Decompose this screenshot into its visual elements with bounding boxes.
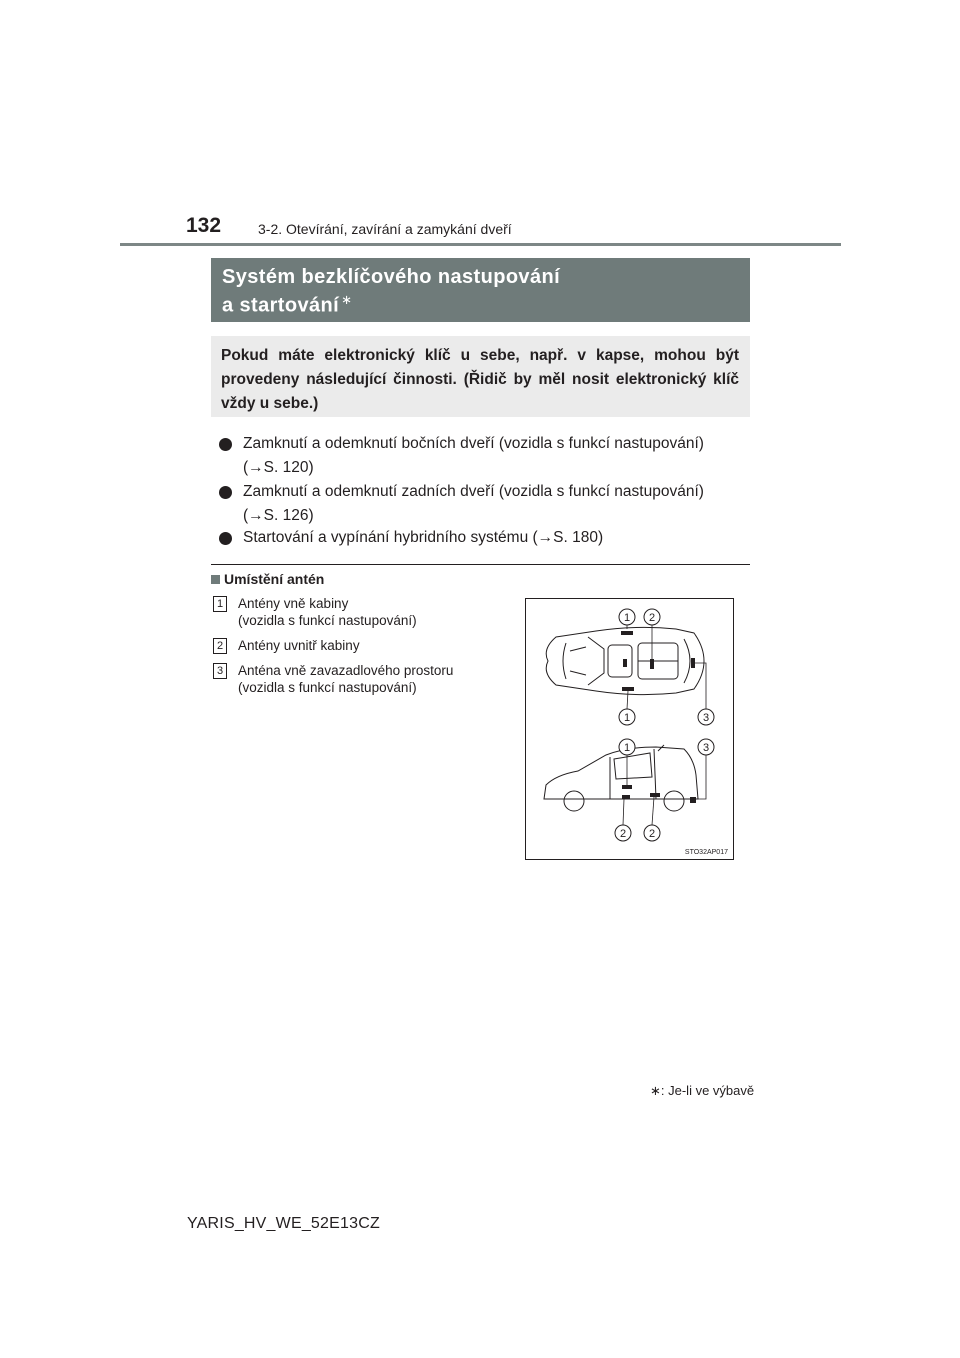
footnote-marker: ∗ (341, 292, 353, 307)
callout-number: 1 (623, 712, 631, 724)
bullet-dot-icon (219, 438, 232, 451)
intro-box (211, 336, 750, 417)
callout-circles-top (619, 609, 714, 725)
bullet-text-line1: Startování a vypínání hybridního systému (→S. 180) (243, 529, 604, 546)
bullet-text-line1: Zamknutí a odemknutí bočních dveří (vozidla s funkcí nastupování) (243, 435, 704, 452)
section-banner (211, 258, 750, 322)
callout-number: 2 (648, 828, 656, 840)
banner-title-line1: Systém bezklíčového nastupování (222, 266, 561, 288)
square-bullet-icon (211, 575, 220, 584)
banner-title-line2-text: a startování (222, 294, 340, 317)
callout-number: 3 (702, 712, 710, 724)
callout-numbers-top (624, 612, 709, 724)
callout-number: 1 (623, 612, 631, 624)
subsection-title: Umístění antén (224, 571, 325, 587)
callout-number: 2 (648, 612, 656, 624)
legend-text (238, 637, 508, 654)
bullet-text (243, 526, 749, 550)
legend-text-line2: (vozidla s funkcí nastupování) (238, 613, 417, 628)
banner-title-line2 (222, 292, 352, 318)
bullet-dot-icon (219, 532, 232, 545)
bullet-dot-icon (219, 486, 232, 499)
callout-number: 3 (702, 742, 710, 754)
callout-number: 2 (619, 828, 627, 840)
antenna-location-diagram (525, 598, 734, 860)
callout-circles-side (615, 739, 714, 841)
antenna-markers-side (622, 785, 696, 803)
section-divider (211, 564, 750, 565)
car-antenna-illustration (526, 599, 733, 859)
legend-text (238, 595, 508, 629)
footer-model-code: YARIS_HV_WE_52E13CZ (187, 1215, 380, 1232)
callout-number-badge: 1 (213, 596, 227, 612)
callout-number-badge: 3 (213, 663, 227, 679)
bullet-item (219, 432, 749, 480)
intro-text: Pokud máte elektronický klíč u sebe, např. v kapse, mohou být provedeny následující činnosti. (Řidič by měl nosit elektronický klíč vždy u sebe.) (221, 347, 739, 412)
section-header-title: 3-2. Otevírání, zavírání a zamykání dveří (258, 221, 512, 237)
callout-numbers-side (620, 742, 709, 840)
bullet-text (243, 480, 749, 528)
bullet-page-ref: (→S. 120) (243, 459, 314, 476)
footnote: ∗: Je-li ve výbavě (650, 1083, 755, 1098)
bullet-text-line1: Zamknutí a odemknutí zadních dveří (vozidla s funkcí nastupování) (243, 483, 704, 500)
callout-number: 1 (623, 742, 631, 754)
bullet-item (219, 480, 749, 528)
legend-text-line1: Anténa vně zavazadlového prostoru (238, 663, 454, 678)
diagram-code: STO32AP017 (684, 849, 728, 856)
page-number: 132 (186, 214, 222, 237)
bullet-item (219, 526, 749, 550)
subsection-heading (211, 571, 324, 587)
legend-text-line2: (vozidla s funkcí nastupování) (238, 680, 417, 695)
callout-number-badge: 2 (213, 638, 227, 654)
legend-text (238, 662, 508, 696)
legend-text-line1: Antény vně kabiny (238, 596, 349, 611)
car-side-view (544, 745, 698, 811)
header-divider (120, 243, 841, 246)
bullet-text (243, 432, 749, 480)
bullet-page-ref: (→S. 126) (243, 507, 314, 524)
legend-text-line1: Antény uvnitř kabiny (238, 638, 360, 653)
